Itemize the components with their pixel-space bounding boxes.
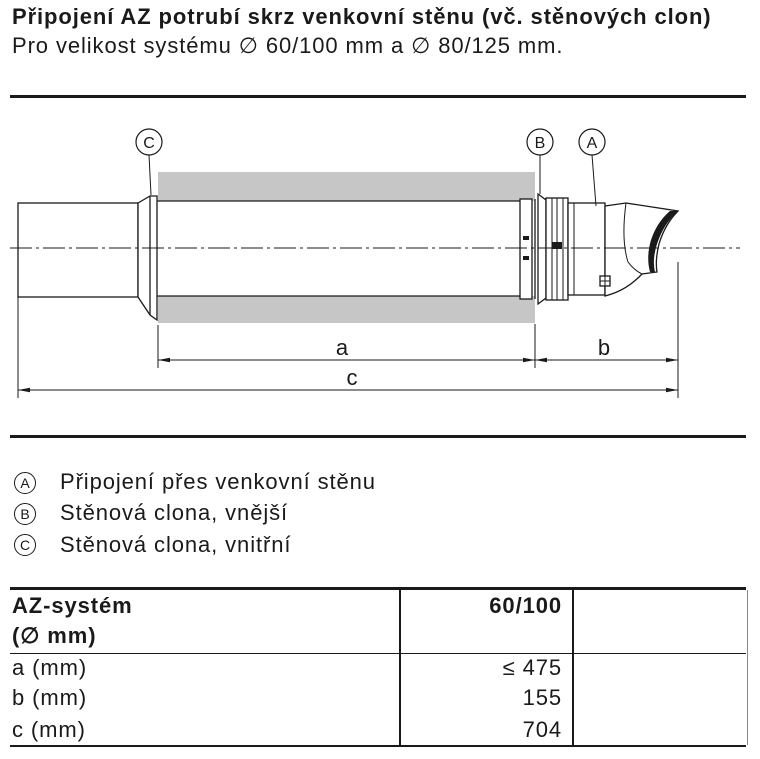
wall-insulation-top	[158, 172, 535, 201]
legend-text-a: Připojení přes venkovní stěnu	[60, 469, 376, 494]
rule-below-diagram	[10, 435, 746, 438]
callout-c-leader	[149, 155, 151, 195]
table-row-value: 704	[522, 717, 562, 742]
table-header-unit: (∅ mm)	[12, 623, 97, 648]
sleeve-ring-upper	[523, 236, 529, 240]
sleeve-ring-lower	[523, 256, 529, 260]
legend-key-b: B	[14, 503, 36, 525]
table-right-border	[747, 590, 748, 745]
table-header-separator	[10, 653, 746, 654]
table-column-divider	[572, 590, 574, 745]
dimension-label-b: b	[597, 335, 611, 360]
callout-b-letter: B	[534, 135, 546, 152]
table-row-label: b (mm)	[12, 685, 88, 710]
callout-a-leader	[592, 155, 596, 206]
page-subtitle: Pro velikost systému ∅ 60/100 mm a ∅ 80/125 mm.	[12, 33, 564, 58]
outer-wall-plate	[538, 194, 546, 304]
callout-c-letter: C	[143, 135, 155, 152]
table-top-rule	[10, 587, 746, 590]
indoor-pipe-section	[18, 203, 138, 297]
legend-key-c: C	[14, 534, 36, 556]
callout-a-letter: A	[586, 135, 598, 152]
table-row-label: a (mm)	[12, 655, 88, 680]
wall-insulation-bottom	[158, 296, 535, 323]
table-bottom-rule	[10, 745, 746, 747]
legend-text-c: Stěnová clona, vnitřní	[60, 532, 292, 557]
rule-top	[10, 95, 746, 98]
page-title: Připojení AZ potrubí skrz venkovní stěnu (vč. stěnových clon)	[12, 4, 712, 29]
legend-text-b: Stěnová clona, vnější	[60, 500, 289, 525]
table-row-label: c (mm)	[12, 717, 86, 742]
dimension-label-c: c	[346, 365, 358, 390]
table-header-size: 60/100	[489, 593, 562, 618]
inner-wall-plate	[138, 196, 157, 320]
dimension-label-a: a	[335, 335, 349, 360]
table-row-value: ≤ 475	[502, 655, 562, 680]
table-header-system: AZ-systém	[12, 593, 133, 618]
pipe-assembly-diagram	[0, 100, 760, 430]
wall-pipe-end-sleeve	[520, 199, 532, 299]
legend-key-a: A	[14, 472, 36, 494]
table-row-value: 155	[522, 685, 562, 710]
